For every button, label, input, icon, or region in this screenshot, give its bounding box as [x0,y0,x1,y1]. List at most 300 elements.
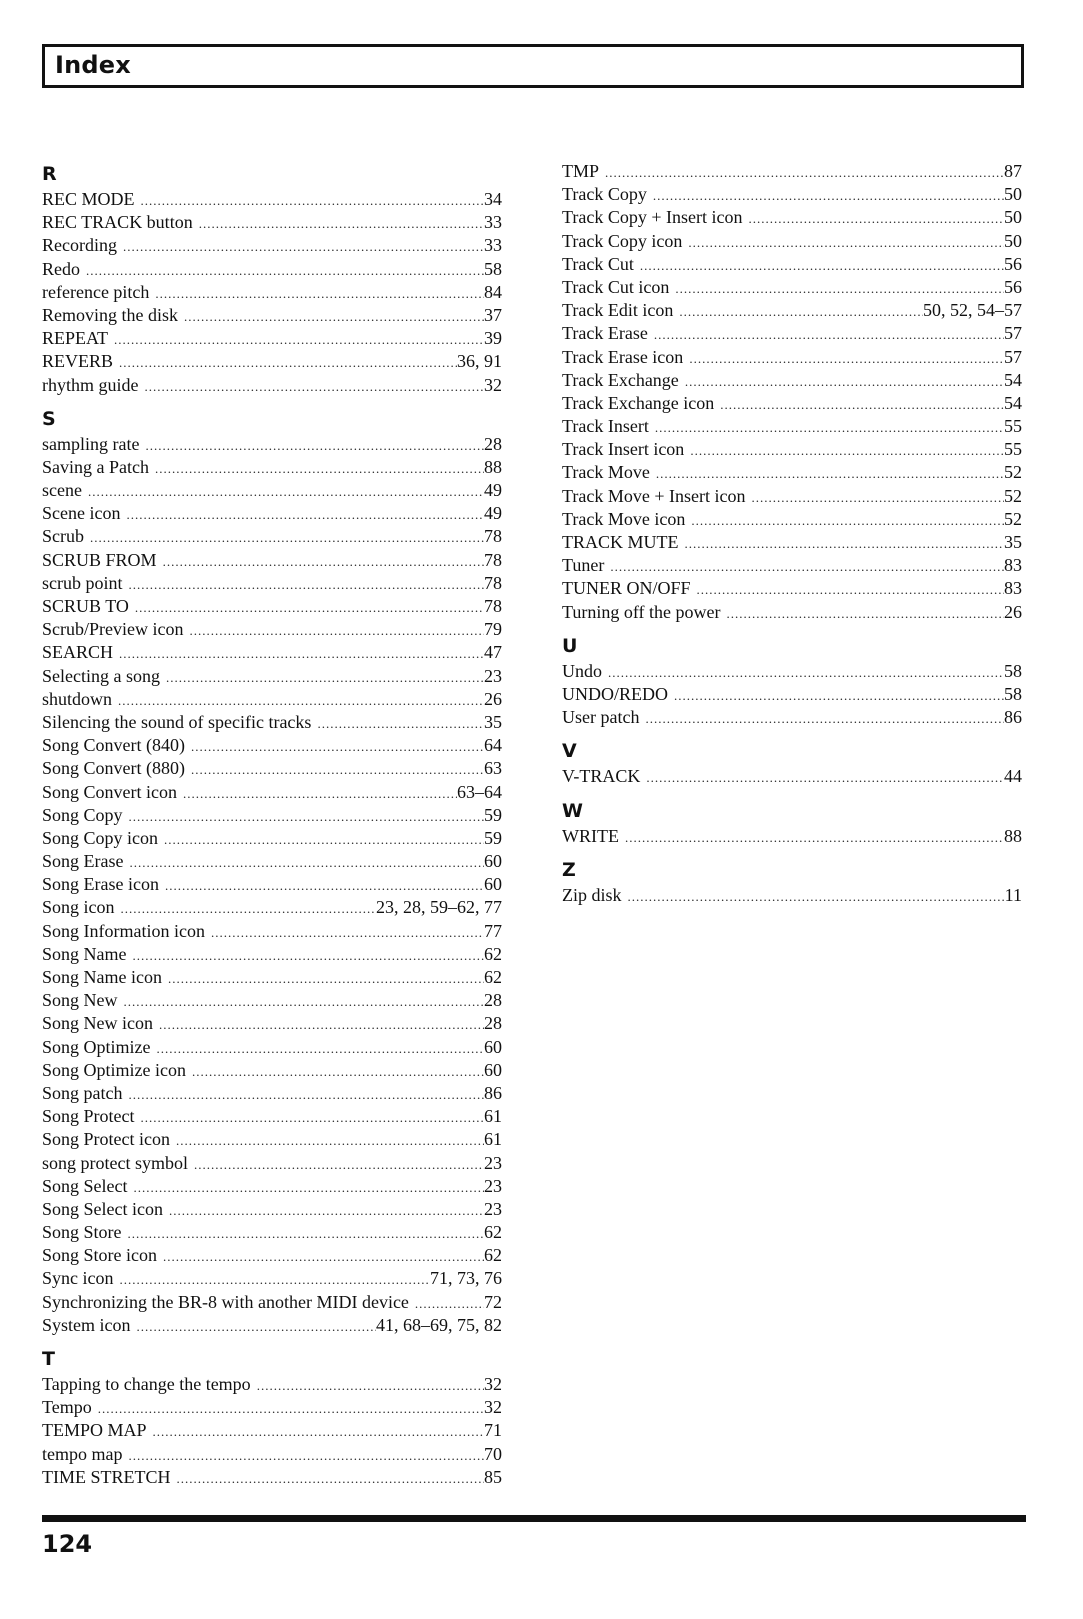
index-column-left [42,160,502,1489]
entry-term: REVERB [42,351,114,372]
entry-pages: 77 [484,920,502,941]
entry-term: sampling rate [42,433,140,454]
entry-pages: 32 [484,1374,502,1394]
dot-leader [608,661,1004,684]
dot-leader [605,161,1004,184]
section-letter-r: R [42,163,57,185]
dot-leader [211,921,484,944]
section-letter-u: U [562,634,578,657]
entry-term: UNDO/REDO [562,683,668,704]
entry-term: SEARCH [42,642,114,663]
entry-term: Track Copy icon [562,230,683,251]
entry-pages: 64 [484,735,502,756]
index-entry [42,989,502,1012]
entry-pages: 34 [484,189,502,209]
dot-leader [159,1013,484,1036]
dot-leader [118,689,484,712]
index-entry [562,825,1022,848]
entry-term: Song Name [42,943,127,964]
dot-leader [751,486,1004,509]
entry-term: rhythm guide [42,374,139,395]
entry-pages: 55 [1004,439,1022,460]
entry-pages: 71, 73, 76 [430,1268,502,1289]
entry-pages: 85 [484,1466,502,1487]
dot-leader [168,967,484,990]
entry-term: Track Edit icon [562,300,674,321]
entry-term: Track Exchange [562,369,679,390]
entry-term: Redo [42,258,80,279]
index-entry [42,1396,502,1419]
dot-leader [415,1292,484,1315]
dot-leader [199,212,484,235]
entry-pages: 70 [484,1443,502,1464]
index-entry [42,1267,502,1290]
dot-leader [610,555,1004,578]
entry-pages: 37 [484,304,502,325]
page-number: 124 [42,1530,93,1558]
dot-leader [192,1060,484,1083]
index-entry [562,508,1022,531]
entry-pages: 44 [1004,766,1022,787]
index-entry [42,1466,502,1489]
index-entry [42,211,502,234]
entry-pages: 86 [484,1082,502,1103]
dot-leader [128,1444,484,1467]
footer-rule [42,1515,1026,1522]
entry-term: Track Copy [562,184,647,205]
entry-pages: 52 [1004,508,1022,529]
dot-leader [119,642,484,665]
entry-term: Song Copy [42,804,123,825]
entry-term: Song Store [42,1222,122,1243]
entry-term: Turning off the power [562,601,721,622]
dot-leader [165,874,484,897]
entry-term: Song Optimize [42,1036,151,1057]
index-entry [42,757,502,780]
entry-term: Track Move [562,462,650,483]
entry-term: Song Convert icon [42,781,177,802]
page-title: Index [55,51,131,79]
dot-leader [137,1315,377,1338]
index-entry [42,549,502,572]
index-entry [42,688,502,711]
entry-term: Song Convert (880) [42,758,185,779]
entry-pages: 57 [1004,323,1022,344]
entry-pages: 23 [484,1152,502,1173]
entry-term: TUNER ON/OFF [562,578,691,599]
index-entry [562,577,1022,600]
dot-leader [86,259,484,282]
entry-pages: 61 [484,1106,502,1127]
index-entry [42,896,502,919]
index-entry [42,1419,502,1442]
dot-leader [685,370,1004,393]
entry-pages: 78 [484,526,502,547]
dot-leader [628,885,1005,908]
entry-pages: 78 [484,549,502,570]
index-entry [42,804,502,827]
entry-term: Song Copy icon [42,827,159,848]
index-entry [42,1082,502,1105]
entry-pages: 88 [1004,825,1022,846]
entry-pages: 54 [1004,369,1022,390]
dot-leader [133,944,485,967]
dot-leader [129,573,485,596]
dot-leader [129,805,484,828]
entry-term: Scene icon [42,503,121,524]
entry-pages: 11 [1004,884,1022,905]
index-entry [562,276,1022,299]
index-entry [42,1175,502,1198]
index-entry [562,601,1022,624]
entry-term: Song Information icon [42,920,205,941]
entry-term: Removing the disk [42,304,178,325]
entry-term: V-TRACK [562,766,641,787]
entry-pages: 63–64 [457,781,502,802]
entry-pages: 23, 28, 59–62, 77 [376,897,502,918]
entry-term: REPEAT [42,328,109,349]
dot-leader [164,828,484,851]
index-entry [42,1373,502,1396]
index-entry [42,966,502,989]
entry-pages: 62 [484,1222,502,1243]
dot-leader [183,782,457,805]
entry-pages: 63 [484,758,502,779]
index-column-right [562,160,1022,907]
entry-term: Song Protect icon [42,1129,170,1150]
index-entry [42,1105,502,1128]
entry-term: Scrub/Preview icon [42,619,184,640]
dot-leader [625,826,1004,849]
index-entry [42,665,502,688]
entry-pages: 28 [484,433,502,454]
dot-leader [689,347,1004,370]
entry-term: Song icon [42,897,115,918]
dot-leader [655,416,1004,439]
entry-pages: 62 [484,943,502,964]
entry-term: Tuner [562,555,605,576]
entry-term: scene [42,480,82,501]
index-entry [562,346,1022,369]
entry-pages: 26 [484,688,502,709]
entry-pages: 79 [484,619,502,640]
entry-pages: 49 [484,503,502,524]
dot-leader [679,300,923,323]
index-entry [42,781,502,804]
entry-pages: 84 [484,281,502,302]
index-entry [562,554,1022,577]
entry-term: Track Erase [562,323,648,344]
index-entry [562,392,1022,415]
index-entry [42,641,502,664]
entry-pages: 49 [484,480,502,501]
section-letter-z: Z [562,858,576,881]
section-letter-s: S [42,407,56,430]
section-letter-v: V [562,740,577,763]
dot-leader [123,235,484,258]
entry-pages: 60 [484,1036,502,1057]
dot-leader [177,1467,485,1490]
entry-term: Recording [42,235,117,256]
entry-pages: 59 [484,804,502,825]
index-entry [562,206,1022,229]
section-letter-w: W [562,799,583,822]
entry-pages: 56 [1004,276,1022,297]
entry-pages: 88 [484,456,502,477]
entry-pages: 26 [1004,601,1022,622]
index-entry [42,1314,502,1337]
entry-pages: 36, 91 [457,351,502,372]
entry-term: Song Protect [42,1106,135,1127]
index-entry [42,827,502,850]
entry-term: Track Cut icon [562,276,670,297]
entry-term: Undo [562,660,602,681]
entry-pages: 86 [1004,707,1022,728]
dot-leader [155,282,484,305]
dot-leader [121,897,376,920]
index-entry [562,415,1022,438]
index-entry [42,327,502,350]
entry-pages: 58 [484,258,502,279]
entry-pages: 54 [1004,392,1022,413]
index-entry [42,479,502,502]
entry-pages: 58 [1004,660,1022,681]
index-entry [42,456,502,479]
entry-pages: 78 [484,572,502,593]
dot-leader [654,323,1004,346]
entry-pages: 23 [484,1198,502,1219]
dot-leader [119,351,457,374]
entry-term: scrub point [42,572,123,593]
index-entry [42,1244,502,1267]
entry-term: Song New [42,990,118,1011]
dot-leader [674,684,1004,707]
entry-pages: 59 [484,827,502,848]
entry-term: Song Store icon [42,1245,157,1266]
dot-leader [748,207,1004,230]
entry-term: Song Erase icon [42,874,159,895]
entry-pages: 52 [1004,462,1022,483]
entry-pages: 61 [484,1129,502,1150]
dot-leader [157,1037,485,1060]
index-entry [42,595,502,618]
dot-leader [688,231,1004,254]
index-entry [562,461,1022,484]
dot-leader [691,509,1004,532]
dot-leader [129,1083,485,1106]
entry-term: Song Name icon [42,967,162,987]
index-entry [42,1198,502,1221]
entry-pages: 39 [484,328,502,349]
index-entry [42,572,502,595]
entry-term: TIME STRETCH [42,1466,171,1487]
index-entry [562,369,1022,392]
entry-pages: 35 [1004,532,1022,552]
dot-leader [145,434,484,457]
index-entry [42,1059,502,1082]
dot-leader [145,375,485,398]
entry-term: WRITE [562,825,619,846]
index-entry [42,1443,502,1466]
dot-leader [191,758,484,781]
index-entry [42,281,502,304]
dot-leader [645,707,1004,730]
dot-leader [656,462,1004,485]
entry-pages: 23 [484,665,502,686]
entry-term: Song Optimize icon [42,1059,186,1080]
entry-pages: 35 [484,711,502,732]
index-entry [562,884,1022,907]
index-entry [42,188,502,211]
entry-pages: 50, 52, 54–57 [923,300,1022,321]
dot-leader [176,1129,484,1152]
index-entry [562,322,1022,345]
entry-pages: 78 [484,596,502,616]
index-entry [42,873,502,896]
dot-leader [128,1222,484,1245]
index-entry [42,1036,502,1059]
dot-leader [120,1268,431,1291]
entry-term: Song Erase [42,851,124,872]
entry-term: Song Select icon [42,1198,163,1219]
dot-leader [166,666,484,689]
entry-term: Track Copy + Insert icon [562,207,743,228]
dot-leader [88,480,484,503]
entry-pages: 50 [1004,207,1022,228]
dot-leader [194,1153,484,1176]
entry-pages: 72 [484,1291,502,1312]
index-entry [42,525,502,548]
entry-pages: 28 [484,1013,502,1034]
entry-term: Saving a Patch [42,456,149,477]
entry-term: REC MODE [42,189,135,209]
index-entry [42,920,502,943]
index-entry [562,531,1022,554]
dot-leader [98,1397,484,1420]
dot-leader [129,851,484,874]
dot-leader [163,550,484,573]
dot-leader [191,735,484,758]
entry-pages: 32 [484,374,502,395]
index-entry [42,850,502,873]
dot-leader [697,578,1004,601]
index-entry [42,943,502,966]
entry-term: reference pitch [42,281,150,302]
entry-pages: 60 [484,1059,502,1080]
entry-pages: 50 [1004,184,1022,205]
index-entry [562,660,1022,683]
entry-pages: 60 [484,851,502,872]
entry-pages: 57 [1004,346,1022,367]
entry-term: Track Move + Insert icon [562,485,746,506]
index-entry [42,258,502,281]
index-entry [42,502,502,525]
index-entry [562,765,1022,788]
entry-term: Synchronizing the BR-8 with another MIDI device [42,1291,409,1312]
index-entry [562,438,1022,461]
entry-term: Track Move icon [562,508,686,529]
entry-term: Song Convert (840) [42,735,185,756]
entry-pages: 56 [1004,253,1022,274]
entry-term: Sync icon [42,1268,114,1289]
entry-term: Track Insert [562,416,649,437]
index-entry [42,1128,502,1151]
index-entry [562,299,1022,322]
entry-term: SCRUB TO [42,596,129,616]
dot-leader [114,328,484,351]
entry-pages: 87 [1004,161,1022,181]
entry-term: User patch [562,707,640,728]
index-entry [42,1152,502,1175]
entry-pages: 50 [1004,230,1022,251]
entry-pages: 60 [484,874,502,895]
dot-leader [257,1374,484,1397]
dot-leader [169,1199,484,1222]
index-entry [562,683,1022,706]
index-entry [562,183,1022,206]
dot-leader [646,766,1004,789]
entry-pages: 41, 68–69, 75, 82 [376,1314,502,1335]
section-letter-t: T [42,1348,55,1370]
entry-pages: 71 [484,1420,502,1441]
entry-term: tempo map [42,1443,123,1464]
dot-leader [155,457,484,480]
entry-term: Track Insert icon [562,439,685,460]
entry-pages: 55 [1004,416,1022,437]
dot-leader [141,1106,485,1129]
index-entry [42,234,502,257]
entry-pages: 28 [484,990,502,1011]
dot-leader [141,189,484,212]
index-entry [562,253,1022,276]
index-entry [42,734,502,757]
index-entry [42,711,502,734]
dot-leader [189,619,484,642]
entry-term: Song New icon [42,1013,153,1034]
dot-leader [685,532,1005,555]
entry-term: Track Exchange icon [562,392,715,413]
index-entry [42,374,502,397]
entry-term: shutdown [42,688,113,709]
entry-term: TEMPO MAP [42,1420,147,1441]
dot-leader [134,1176,485,1199]
entry-term: Selecting a song [42,665,160,686]
entry-term: Scrub [42,526,84,547]
entry-pages: 33 [484,212,502,233]
index-header-box [42,44,1024,88]
index-entry [42,350,502,373]
dot-leader [317,712,484,735]
entry-term: TMP [562,161,600,181]
index-entry [42,618,502,641]
dot-leader [640,254,1004,277]
index-entry [562,485,1022,508]
entry-pages: 83 [1004,555,1022,576]
entry-term: System icon [42,1314,131,1335]
dot-leader [675,277,1004,300]
index-entry [562,706,1022,729]
entry-term: Silencing the sound of specific tracks [42,711,312,732]
entry-term: Tapping to change the tempo [42,1374,251,1394]
dot-leader [727,602,1005,625]
dot-leader [653,184,1004,207]
index-entry [562,160,1022,183]
dot-leader [135,596,484,619]
index-entry [42,304,502,327]
entry-term: Track Erase icon [562,346,684,367]
entry-pages: 83 [1004,578,1022,599]
dot-leader [153,1420,484,1443]
